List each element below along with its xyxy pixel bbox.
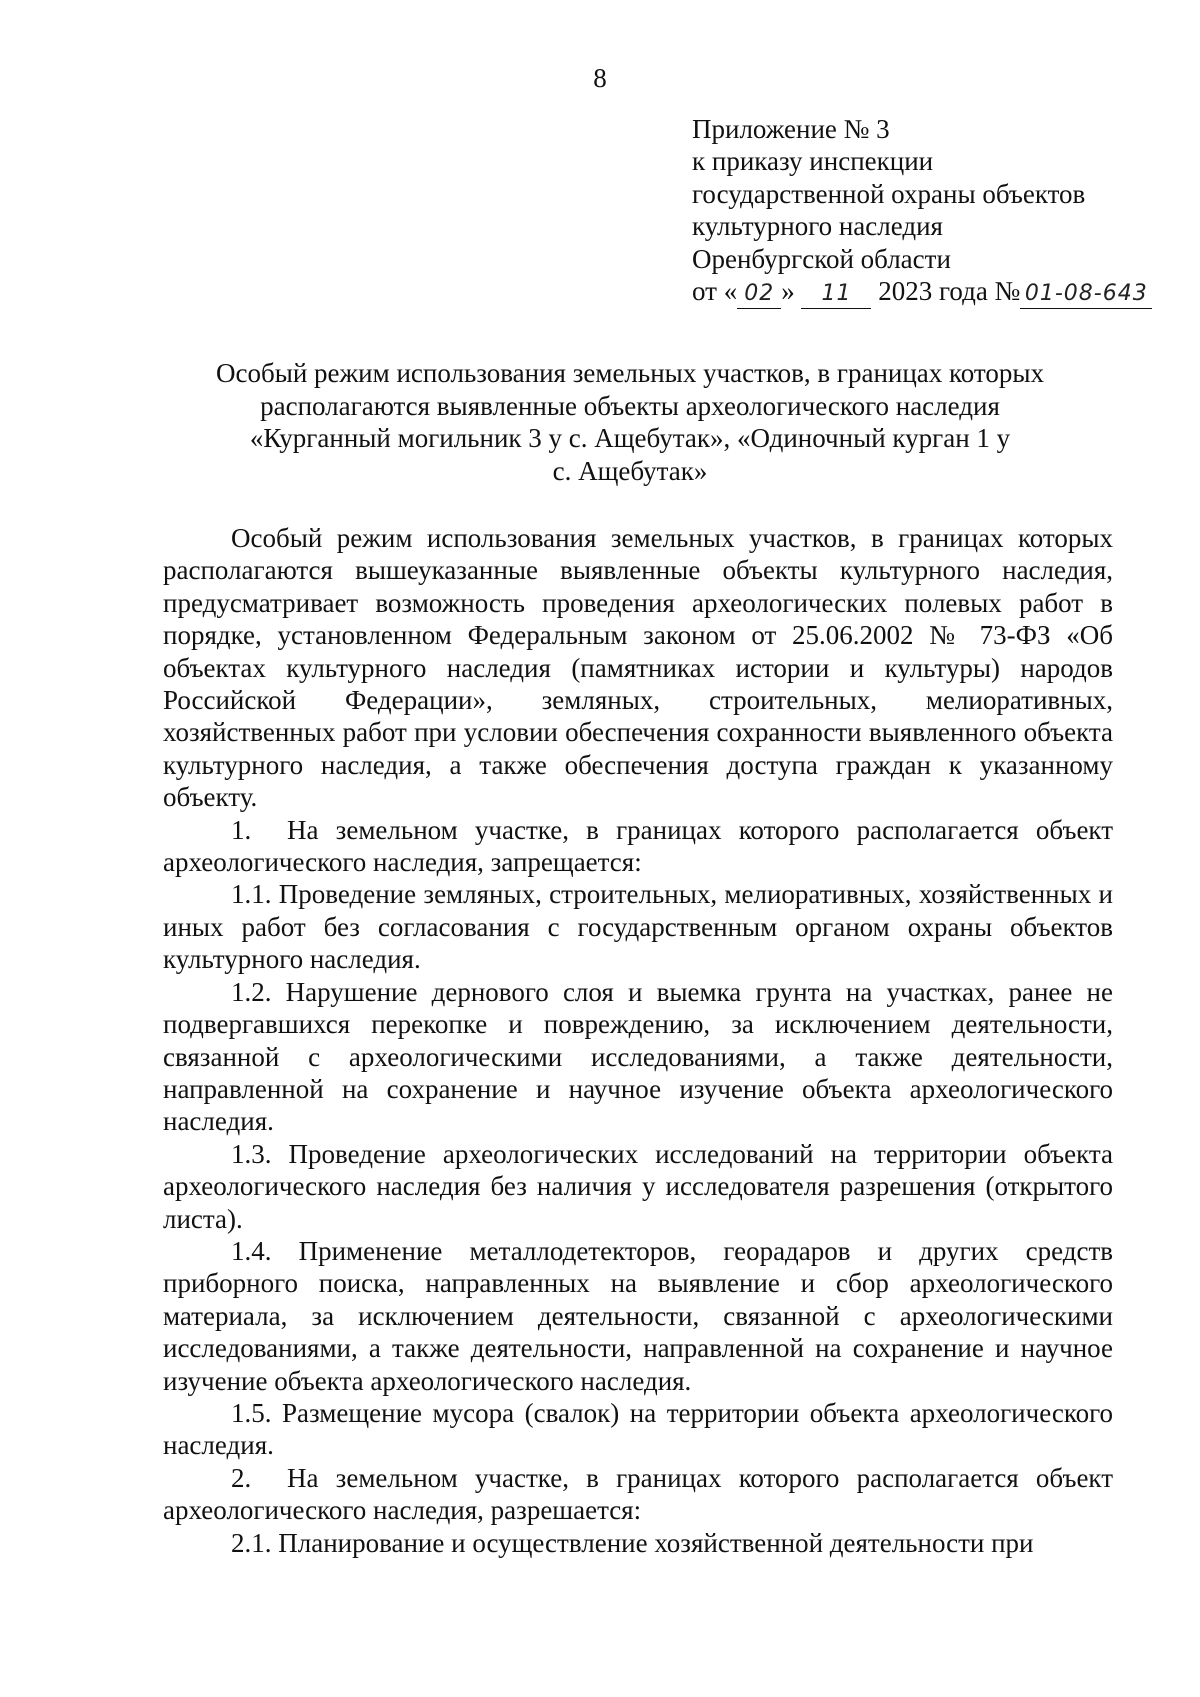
item-1-1: 1.1. Проведение земляных, строительных, мелиоративных, хозяйственных и иных работ без согласования с государственным органом охраны объектов культурного наследия.: [163, 879, 1113, 975]
item-1-text: На земельном участке, в границах которого располагается объект археологического наследия, запрещается:: [163, 814, 1113, 878]
page-number: 8: [593, 63, 607, 93]
appendix-line-1: Приложение № 3: [692, 114, 890, 144]
intro-paragraph: Особый режим использования земельных участков, в границах которых располагаются вышеуказанные выявленные объекты культурного наследия, предусматривает возможность проведения археологических полевых работ в порядке, установленном Федеральным законом от 25.06.2002 № 73-ФЗ «Об объектах культурного наследия (памятниках истории и культуры) народов Российской Федерации», земляных, строительных, мелиоративных, хозяйственных работ при условии обеспечения сохранности выявленного объекта культурного наследия, а также обеспечения доступа граждан к указанному объекту.: [163, 523, 1113, 813]
item-2: [163, 1462, 1113, 1527]
item-2-text: На земельном участке, в границах которого располагается объект археологического наследия, разрешается:: [163, 1462, 1113, 1526]
title-line-2: располагаются выявленные объекты археологического наследия: [260, 390, 1000, 421]
appendix-header: [692, 113, 1172, 309]
document-body: [163, 522, 1113, 1559]
item-1-5: 1.5. Размещение мусора (свалок) на территории объекта археологического наследия.: [163, 1397, 1113, 1461]
item-1: [163, 814, 1113, 879]
appendix-line-5: Оренбургской области: [692, 243, 951, 274]
item-1-4: 1.4. Применение металлодетекторов, георадаров и других средств приборного поиска, направленных на выявление и сбор археологического материала, за исключением деятельности, связанной с археологическими исследованиями, а также деятельности, направленной на сохранение и научное изучение объекта археологического наследия.: [163, 1235, 1113, 1396]
date-mid: »: [781, 276, 795, 307]
item-1-number: 1.: [231, 814, 252, 845]
date-day: 02: [737, 280, 781, 309]
date-year: 2023 года №: [878, 276, 1021, 307]
date-prefix: от «: [692, 276, 738, 307]
order-number: 01-08-643: [1020, 280, 1152, 309]
item-2-number: 2.: [231, 1462, 252, 1493]
document-title: [150, 357, 1110, 487]
title-line-1: Особый режим использования земельных участков, в границах которых: [215, 358, 1045, 388]
appendix-line-2: к приказу инспекции: [692, 146, 934, 177]
item-1-2: 1.2. Нарушение дернового слоя и выемка грунта на участках, ранее не подвергавшихся перекопке и повреждению, за исключением деятельности, связанной с археологическими исследованиями, а также деятельности, направленной на сохранение и научное изучение объекта археологического наследия.: [163, 976, 1113, 1137]
appendix-line-4: культурного наследия: [692, 211, 943, 242]
title-line-4: с. Ащебутак»: [552, 455, 708, 486]
title-line-3: «Курганный могильник 3 у с. Ащебутак», «Одиночный курган 1 у: [249, 423, 1011, 453]
appendix-line-3: государственной охраны объектов: [692, 178, 1086, 209]
date-month: 11: [801, 280, 871, 309]
appendix-date-line: [692, 275, 1172, 309]
item-1-3: 1.3. Проведение археологических исследований на территории объекта археологического наследия без наличия у исследователя разрешения (открытого листа).: [163, 1138, 1113, 1234]
item-2-1: 2.1. Планирование и осуществление хозяйственной деятельности при: [231, 1527, 1034, 1558]
